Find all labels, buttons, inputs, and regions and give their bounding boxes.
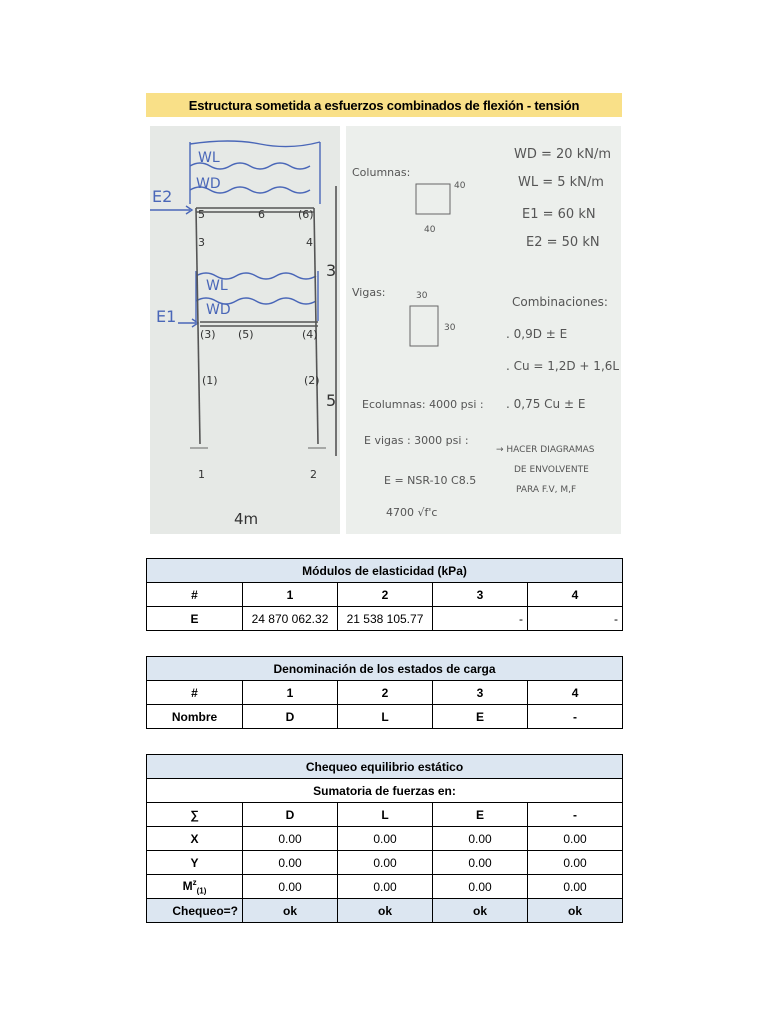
columns-dim-height: 40 (454, 181, 466, 191)
wd-value: WD = 20 kN/m (514, 147, 611, 162)
sum-value: 0.00 (338, 827, 433, 851)
e1-value: E1 = 60 kN (522, 207, 596, 222)
header-cell: 4 (528, 583, 623, 607)
e-formula: E = NSR-10 C8.5 (384, 474, 477, 487)
element-5: (5) (238, 328, 254, 341)
header-cell: # (147, 583, 243, 607)
design-notes-photo (346, 126, 621, 534)
load-wl-lower: WL (206, 278, 228, 294)
header-cell: E (433, 803, 528, 827)
header-cell: - (528, 803, 623, 827)
page-title: Estructura sometida a esfuerzos combinados de flexión - tensión (146, 93, 622, 117)
force-e2: E2 (152, 187, 173, 206)
row-label: Y (147, 851, 243, 875)
fc-columns: Ecolumnas: 4000 psi : (362, 398, 484, 411)
beams-dim-width: 30 (416, 291, 428, 301)
load-state-name: E (433, 705, 528, 729)
load-state-name: D (243, 705, 338, 729)
e-formula-sqrt: 4700 √f'c (386, 506, 438, 519)
row-label: E (147, 607, 243, 631)
combo-2: . Cu = 1,2D + 1,6L (506, 359, 620, 373)
note-line-2: DE ENVOLVENTE (514, 465, 589, 475)
sum-value: 0.00 (528, 827, 623, 851)
load-states-table (146, 656, 623, 729)
element-2: (2) (304, 374, 320, 387)
static-equilibrium-table (146, 754, 623, 923)
load-states-table-title: Denominación de los estados de carga (147, 657, 623, 681)
check-value: ok (338, 899, 433, 923)
node-6: 6 (258, 208, 265, 221)
sum-value: 0.00 (338, 851, 433, 875)
e2-value: E2 = 50 kN (526, 235, 600, 250)
elasticity-modulus-table (146, 558, 623, 631)
header-cell: L (338, 803, 433, 827)
beams-label: Vigas: (352, 286, 386, 299)
header-cell: # (147, 681, 243, 705)
sum-value: 0.00 (243, 875, 338, 899)
load-wd-upper: WD (196, 176, 221, 192)
note-line-3: PARA F.V, M,F (516, 485, 577, 495)
node-5: 5 (198, 208, 205, 221)
header-cell: 1 (243, 681, 338, 705)
check-value: ok (433, 899, 528, 923)
header-cell: 3 (433, 583, 528, 607)
node-2: 2 (310, 468, 317, 481)
wl-value: WL = 5 kN/m (518, 175, 604, 190)
header-cell: 1 (243, 583, 338, 607)
equilibrium-table-title: Chequeo equilibrio estático (147, 755, 623, 779)
sum-value: 0.00 (433, 875, 528, 899)
force-e1: E1 (156, 307, 177, 326)
elevation-3: 3 (326, 261, 337, 280)
combo-3: . 0,75 Cu ± E (506, 397, 586, 411)
modulus-value: - (433, 607, 528, 631)
node-1: 1 (198, 468, 205, 481)
frame-sketch-photo (150, 126, 340, 534)
modulus-value: - (528, 607, 623, 631)
element-3: (3) (200, 328, 216, 341)
element-6: (6) (298, 208, 314, 221)
modulus-value: 24 870 062.32 (243, 607, 338, 631)
beams-dim-height: 30 (444, 323, 456, 333)
note-line-1: → HACER DIAGRAMAS (496, 445, 595, 455)
elevation-5: 5 (326, 391, 337, 410)
modulus-value: 21 538 105.77 (338, 607, 433, 631)
header-cell: 2 (338, 583, 433, 607)
element-4: (4) (302, 328, 318, 341)
combo-1: . 0,9D ± E (506, 327, 568, 341)
node-3: 3 (198, 236, 205, 249)
element-1: (1) (202, 374, 218, 387)
header-cell: 2 (338, 681, 433, 705)
header-cell: 4 (528, 681, 623, 705)
check-value: ok (528, 899, 623, 923)
sum-value: 0.00 (528, 875, 623, 899)
node-4: 4 (306, 236, 313, 249)
combinations-title: Combinaciones: (512, 295, 608, 309)
load-wd-lower: WD (206, 302, 231, 318)
columns-label: Columnas: (352, 166, 411, 179)
header-cell: 3 (433, 681, 528, 705)
sum-value: 0.00 (338, 875, 433, 899)
row-label: Nombre (147, 705, 243, 729)
load-wl-upper: WL (198, 150, 220, 166)
row-label: X (147, 827, 243, 851)
sum-value: 0.00 (433, 827, 528, 851)
columns-dim-width: 40 (424, 225, 436, 235)
header-cell: D (243, 803, 338, 827)
elasticity-table-title: Módulos de elasticidad (kPa) (147, 559, 623, 583)
sum-value: 0.00 (528, 851, 623, 875)
row-label-moment: $M^z_{(1)}$ (147, 875, 243, 899)
sum-value: 0.00 (243, 827, 338, 851)
header-cell: ∑ (147, 803, 243, 827)
sum-value: 0.00 (433, 851, 528, 875)
check-label: Chequeo=? (147, 899, 243, 923)
load-state-name: L (338, 705, 433, 729)
equilibrium-table-subtitle: Sumatoria de fuerzas en: (147, 779, 623, 803)
sum-value: 0.00 (243, 851, 338, 875)
fc-beams: E vigas : 3000 psi : (364, 434, 469, 447)
load-state-name: - (528, 705, 623, 729)
check-value: ok (243, 899, 338, 923)
bay-width: 4m (234, 510, 259, 528)
